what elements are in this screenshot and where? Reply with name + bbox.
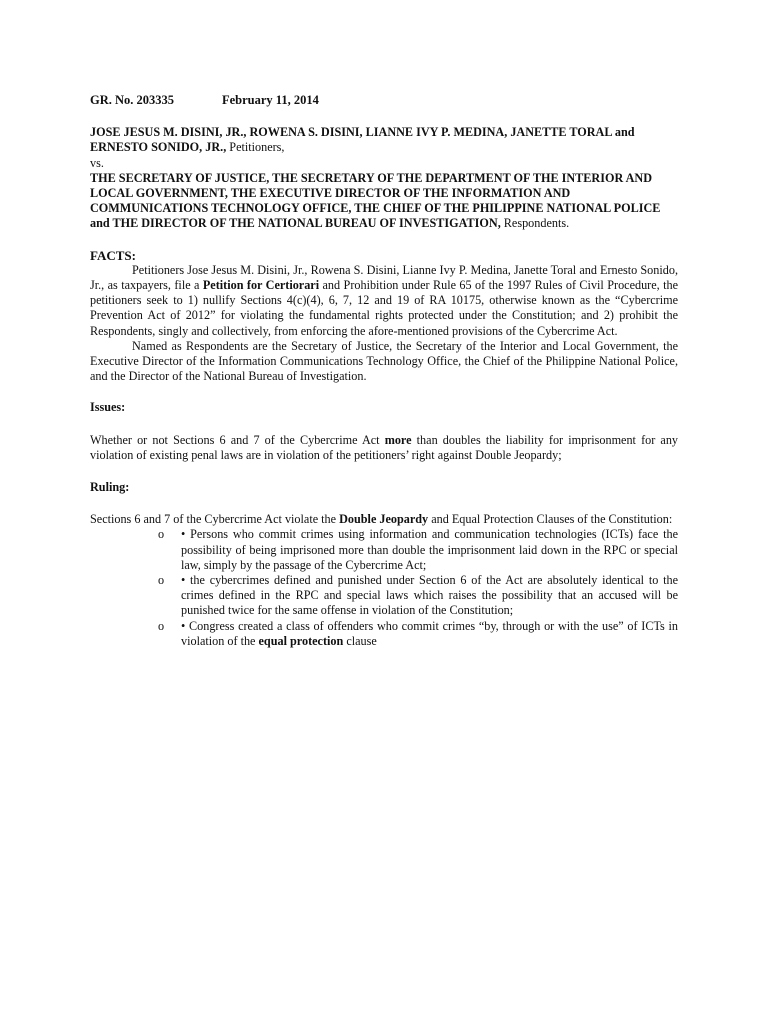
list-item: [90, 619, 678, 649]
bullet-marker: o: [158, 618, 165, 633]
decision-date: February 11, 2014: [222, 93, 319, 107]
petitioners-label: Petitioners,: [226, 140, 285, 155]
bullet-emphasis: equal protection: [258, 633, 344, 648]
gr-number: GR. No. 203335: [90, 93, 175, 107]
facts-paragraph-2: Named as Respondents are the Secretary of Justice, the Secretary of the Interior and Local Government, the Executive Director of the Information Communications Technology Office, the Chief of the Philippine National Police, and the Director of the National Bureau of Investigation.: [90, 338, 678, 384]
issues-paragraph: [90, 433, 678, 463]
bullet-text: • Congress created a class of offenders who commit crimes “by, through or with the use” of ICTs in violation of the: [181, 618, 678, 648]
ruling-text-cont: and Equal Protection Clauses of the Constitution:: [428, 512, 673, 527]
issues-text: Whether or not Sections 6 and 7 of the Cybercrime Act: [90, 432, 385, 447]
respondents-label: Respondents.: [500, 216, 570, 231]
versus-label: vs.: [90, 155, 104, 170]
bullet-marker: o: [158, 527, 165, 542]
bullet-text: • the cybercrimes defined and punished under Section 6 of the Act are absolutely identical to the crimes defined in the RPC and special laws which raises the possibility that an accused will be punished twice for the same offense in violation of the Constitution;: [181, 573, 678, 618]
case-parties: [90, 125, 678, 231]
case-header: [90, 93, 678, 108]
bullet-marker: o: [158, 573, 165, 588]
respondents-names: THE SECRETARY OF JUSTICE, THE SECRETARY OF THE DEPARTMENT OF THE INTERIOR AND LOCAL GOVERNMENT, THE EXECUTIVE DIRECTOR OF THE INFORMATION AND COMMUNICATIONS TECHNOLOGY OFFICE, THE CHIEF OF THE PHILIPPINE NATIONAL POLICE and THE DIRECTOR OF THE NATIONAL BUREAU OF INVESTIGATION,: [90, 170, 661, 231]
bullet-text: • Persons who commit crimes using information and communication technologies (ICTs) face the possibility of being imprisoned more than double the imprisonment laid down in the RPC or special law, simply by the passage of the Cybercrime Act;: [181, 527, 678, 572]
issues-text-cont: than doubles the liability for imprisonment for any violation of existing penal laws are in violation of the petitioners’ right against Double Jeopardy;: [90, 432, 679, 462]
list-item: [90, 527, 678, 573]
facts-heading: FACTS:: [90, 247, 136, 263]
ruling-bullet-list: [90, 527, 678, 649]
ruling-text: Sections 6 and 7 of the Cybercrime Act violate the: [90, 512, 340, 527]
facts-text: Petitioners Jose Jesus M. Disini, Jr., Rowena S. Disini, Lianne Ivy P. Medina, Janette Toral and Ernesto Sonido, Jr., as taxpayers, file a: [90, 262, 678, 293]
list-item: [90, 573, 678, 619]
facts-text-cont: and Prohibition under Rule 65 of the 1997 Rules of Civil Procedure, the petitioners seek to 1) nullify Sections 4(c)(4), 6, 7, 12 and 19 of RA 10175, otherwise known as the “Cybercrime Prevention Act of 2012” for violating the fundamental rights protected under the Constitution; and 2) prohibit the Respondents, singly and collectively, from enforcing the afore-mentioned provisions of the Cybercrime Act.: [90, 278, 678, 338]
ruling-emphasis: Double Jeopardy: [339, 512, 429, 527]
facts-paragraph-1: [90, 263, 678, 339]
case-digest: [90, 93, 678, 649]
bullet-text-cont: clause: [343, 633, 377, 648]
issues-emphasis: more: [384, 432, 412, 447]
petitioners-names: JOSE JESUS M. DISINI, JR., ROWENA S. DISINI, LIANNE IVY P. MEDINA, JANETTE TORAL and ERNESTO SONIDO, JR.,: [90, 125, 635, 155]
ruling-heading: Ruling:: [90, 480, 130, 495]
issues-heading: Issues:: [90, 400, 126, 415]
petition-type: Petition for Certiorari: [202, 278, 320, 293]
ruling-paragraph: [90, 512, 678, 527]
